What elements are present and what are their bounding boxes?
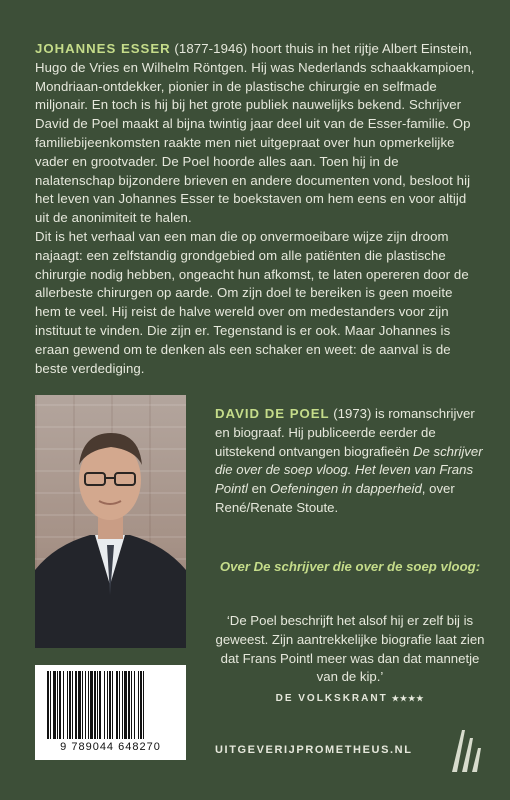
review-source (215, 693, 485, 704)
publisher-logo-icon (448, 728, 484, 773)
review-heading-prefix: Over (219, 559, 254, 574)
barcode (35, 665, 186, 760)
rating-stars: ★★★★ (391, 694, 425, 703)
blurb-paragraph-1 (35, 40, 475, 228)
author-bio (215, 405, 485, 518)
blurb-text-1: (1877-1946) hoort thuis in het rijtje Albert Einstein, Hugo de Vries en Wilhelm Röntgen. Hij was Nederlands schaakkampioen, Mondriaan-ontdekker, pionier in de plastische chirurgie en selfmade miljonair. En toch is hij bij het grote publiek nauwelijks bekend. Schrijver David de Poel maakt al bijna twintig jaar deel uit van de Esser-familie. Op familiebijeenkomsten raakte men niet uitgepraat over hun opmerkelijke vader en grootvader. De Poel hoorde alles aan. Toen hij in de nalatenschap bijzondere brieven en andere documenten vond, besloot hij het leven van Johannes Esser te boekstaven om hem eens en voor altijd uit de anonimiteit te halen. (35, 41, 475, 226)
author-bio-part-3: , over René/Renate Stoute. (215, 481, 455, 515)
review-source-name: DE VOLKSKRANT (275, 693, 388, 704)
publisher-url[interactable]: UITGEVERIJPROMETHEUS.NL (215, 744, 413, 756)
author-bio-text (215, 405, 485, 518)
review-heading-suffix: : (475, 559, 481, 574)
barcode-bars (47, 671, 174, 739)
blurb-paragraph-2: Dit is het verhaal van een man die op onvermoeibare wijze zijn droom najaagt: een zelfstandig grondgebied om alle patiënten die plastische chirurgie nodig hebben, ongeacht hun afkomst, te laten opereren door de allerbeste chirurgen op aarde. Om zijn doel te bereiken is geen moeite hem te veel. Hij reist de halve wereld over om medestanders voor zijn instituut te vinden. Die zijn er. Tegenstand is er ook. Maar Johannes is eraan gewend om te denken als een schaker en weet: de aanval is de beste verdediging. (35, 228, 469, 376)
author-name: DAVID DE POEL (215, 406, 330, 421)
isbn-number: 9 789044 648270 (60, 741, 161, 753)
author-bio-part-2: en (248, 481, 270, 497)
book-title-1: De schrijver die over de soep vloog. Het leven van Frans Pointl (215, 443, 483, 497)
author-bio-part-1: (1973) is romanschrijver en biograaf. Hij publiceerde eerder de uitstekend ontvangen biografieën (215, 406, 475, 459)
review-heading-book: De schrijver die over de soep vloog (253, 559, 476, 574)
review-quote: ‘De Poel beschrijft het alsof hij er zelf bij is geweest. Zijn aantrekkelijke biografie laat zien dat Frans Pointl meer was dan dat mannetje van de kip.’ (215, 613, 485, 685)
author-photo (35, 395, 186, 648)
blurb (35, 40, 475, 378)
book-title-2: Oefeningen in dapperheid (270, 481, 422, 497)
subject-name: JOHANNES ESSER (35, 41, 171, 56)
review-heading (215, 558, 485, 577)
author-portrait (35, 395, 186, 648)
